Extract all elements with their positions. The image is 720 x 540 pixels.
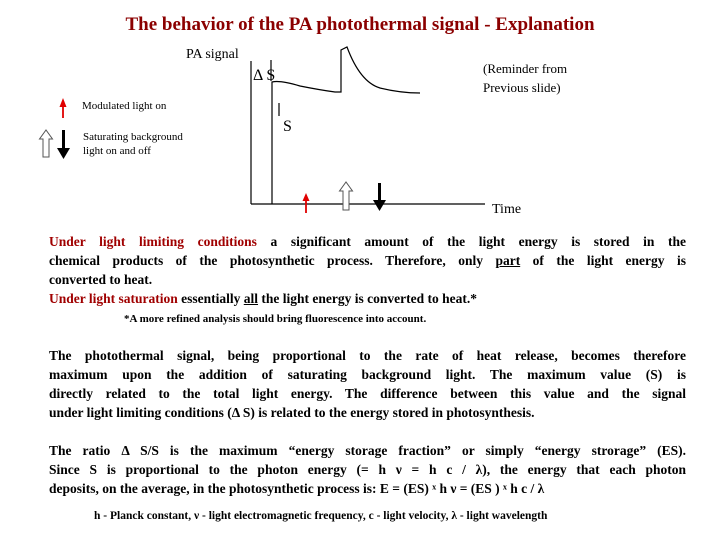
definitions-line: h - Planck constant, ν - light electromagnetic frequency, c - light velocity, λ - light wavelength [94,510,548,522]
text-line: converted to heat. [49,272,153,287]
signal-trace [272,47,420,204]
s-label: S [283,118,292,135]
text-line: The ratio Δ S/S is the maximum “energy storage fraction” or simply “energy strorage” (ES). [49,443,686,458]
red-arrow-icon [60,98,67,118]
delta-s-label: Δ S [253,67,276,84]
slide-title: The behavior of the PA photothermal signal - Explanation [125,14,595,35]
reminder-note-line1: (Reminder from [483,61,568,76]
y-axis-label: PA signal [186,47,239,62]
open-up-arrow-icon [340,182,353,210]
reminder-note-line2: Previous slide) [483,80,561,95]
text-line: maximum upon the addition of saturating background light. The maximum value (S) is [49,367,686,382]
text-line: Under light limiting conditions a significant amount of the light energy is stored in the [49,234,687,249]
text-line: Under light saturation essentially all the light energy is converted to heat.* [49,291,477,306]
red-arrow-icon [303,193,310,213]
legend-saturating-label-line2: light on and off [83,145,151,157]
x-axis-label: Time [492,202,522,217]
open-up-arrow-icon [40,130,53,157]
text-line: chemical products of the photosynthetic process. Therefore, only part of the light energy is [49,253,686,268]
legend-saturating-label-line1: Saturating background [83,131,183,143]
footnote: *A more refined analysis should bring fluorescence into account. [124,313,427,325]
paragraph-energy-storage [49,441,686,498]
paragraph-light-conditions [49,232,686,308]
solid-down-arrow-icon [373,183,386,211]
legend-modulated-label: Modulated light on [82,100,167,112]
text-line: deposits, on the average, in the photosynthetic process is: E = (ES) ˣ h ν = (ES ) ˣ h c / λ [49,481,545,496]
solid-down-arrow-icon [57,130,70,159]
text-line: directly related to the total light energy. The difference between this value and the signal [49,386,686,401]
text-line: under light limiting conditions (Δ S) is related to the energy stored in photosynthesis. [49,405,535,420]
text-line: Since S is proportional to the photon energy (= h ν = h c / λ), the energy that each photon [49,462,686,477]
text-line: The photothermal signal, being proportional to the rate of heat release, becomes therefore [49,348,686,363]
paragraph-photothermal-signal [49,346,686,422]
